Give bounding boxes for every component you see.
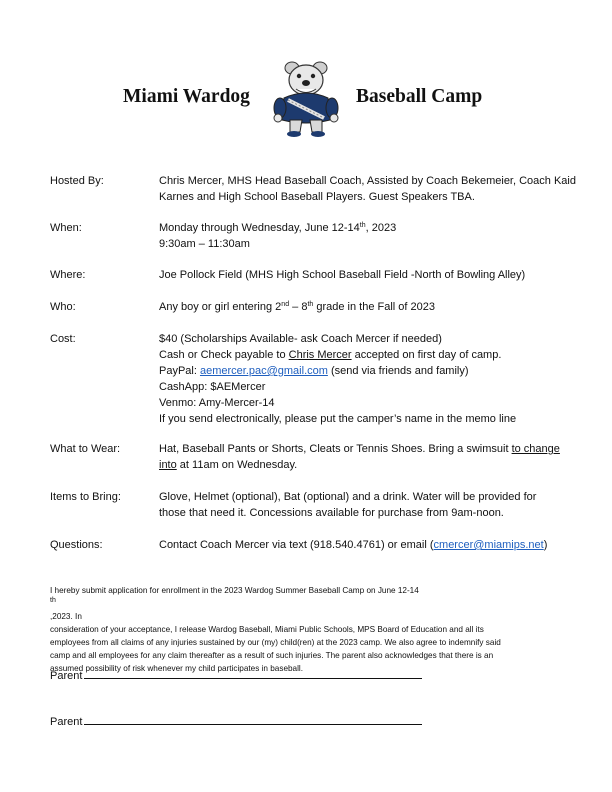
who-text-b: – 8 [289,301,308,313]
hosted-by-label: Hosted By: [50,175,104,187]
wear-text: Hat, Baseball Pants or Shorts, Cleats or Tennis Shoes. Bring a swimsuit [159,443,512,455]
wear-line-2 [159,457,564,473]
questions-line [159,537,564,553]
signature-line[interactable] [84,714,422,725]
wear-underlined-into: into [159,459,177,471]
who-line [159,299,564,315]
what-to-wear-label: What to Wear: [50,443,121,455]
release-text-b: ,2023. In [50,612,82,621]
header [0,58,612,138]
what-to-wear-value [159,441,564,473]
wear-underlined: to change [511,443,560,455]
cost-label: Cost: [50,333,76,345]
cost-cash-text-end: accepted on first day of camp. [351,349,502,361]
release-paragraph [50,584,570,675]
questions-value [159,537,564,553]
when-label: When: [50,222,82,234]
release-line [50,584,570,623]
cost-venmo: Venmo: Amy-Mercer-14 [159,397,275,409]
release-sup: th [50,597,56,604]
when-time: 9:30am – 11:30am [159,238,250,250]
items-line: those that need it. Concessions available for purchase from 9am-noon. [159,507,504,519]
questions-label: Questions: [50,539,103,551]
title-left: Miami Wardog [123,86,250,107]
paypal-note: (send via friends and family) [327,365,469,377]
paypal-email-link[interactable]: aemercer.pac@gmail.com [199,365,328,377]
when-value [159,220,564,252]
questions-text-end: ) [543,539,548,551]
who-label: Who: [50,301,76,313]
parent-signature-1 [50,668,422,682]
release-text-a: I hereby submit application for enrollment in the 2023 Wardog Summer Baseball Camp on June 12-14 [50,586,419,595]
when-date-year: , 2023 [365,222,397,234]
cost-cash-text: Cash or Check payable to [159,349,289,361]
who-text-c: grade in the Fall of 2023 [313,301,435,313]
parent-label: Parent [50,670,83,682]
cost-price: $40 (Scholarships Available- ask Coach Mercer if needed) [159,333,442,345]
who-text-a: Any boy or girl entering 2 [159,301,282,313]
bulldog-mascot-icon [268,58,344,138]
items-to-bring-value [159,489,564,521]
hosted-by-line: Karnes and High School Baseball Players. Guest Speakers TBA. [159,191,475,203]
cost-paypal [159,363,564,379]
release-line: employees from all claims of any injuries sustained by our (my) child(ren) at the 2023 camp. We also agree to indemnify said [50,638,501,647]
signature-line[interactable] [84,668,422,679]
release-line: assumed possibility of risk whenever my child participates in baseball. [50,664,304,673]
questions-text: Contact Coach Mercer via text (918.540.4761) or email ( [159,539,434,551]
who-value [159,299,564,315]
cost-cashapp: CashApp: $AEMercer [159,381,266,393]
items-line: Glove, Helmet (optional), Bat (optional) and a drink. Water will be provided for [159,491,537,503]
when-date-sup: th [359,222,366,229]
release-line: camp and all employees for any claim thereafter as a result of such injuries. The parent also acknowledges that there is an [50,651,494,660]
when-date [159,220,564,236]
parent-label: Parent [50,716,83,728]
parent-signature-2 [50,714,422,728]
wear-line-1 [159,441,564,457]
wear-text-end: at 11am on Wednesday. [176,459,298,471]
payee-name: Chris Mercer [288,349,352,361]
coach-email-link[interactable]: cmercer@miamips.net [433,539,544,551]
cost-memo-note: If you send electronically, please put the camper’s name in the memo line [159,413,517,425]
where-value [159,267,564,283]
hosted-by-value [159,173,576,205]
where-line: Joe Pollock Field (MHS High School Baseball Field -North of Bowling Alley) [159,269,526,281]
who-sup-2: th [307,301,314,308]
hosted-by-line: Chris Mercer, MHS Head Baseball Coach, Assisted by Coach Bekemeier, Coach Kaid [159,175,576,187]
paypal-label: PayPal: [159,365,200,377]
title-right: Baseball Camp [356,86,483,107]
cost-cash-check [159,347,564,363]
cost-value [159,331,564,427]
where-label: Where: [50,269,86,281]
when-date-text: Monday through Wednesday, June 12-14 [159,222,360,234]
who-sup-1: nd [281,301,290,308]
items-to-bring-label: Items to Bring: [50,491,121,503]
release-line: consideration of your acceptance, I release Wardog Baseball, Miami Public Schools, MPS Board of Education and all its [50,625,484,634]
